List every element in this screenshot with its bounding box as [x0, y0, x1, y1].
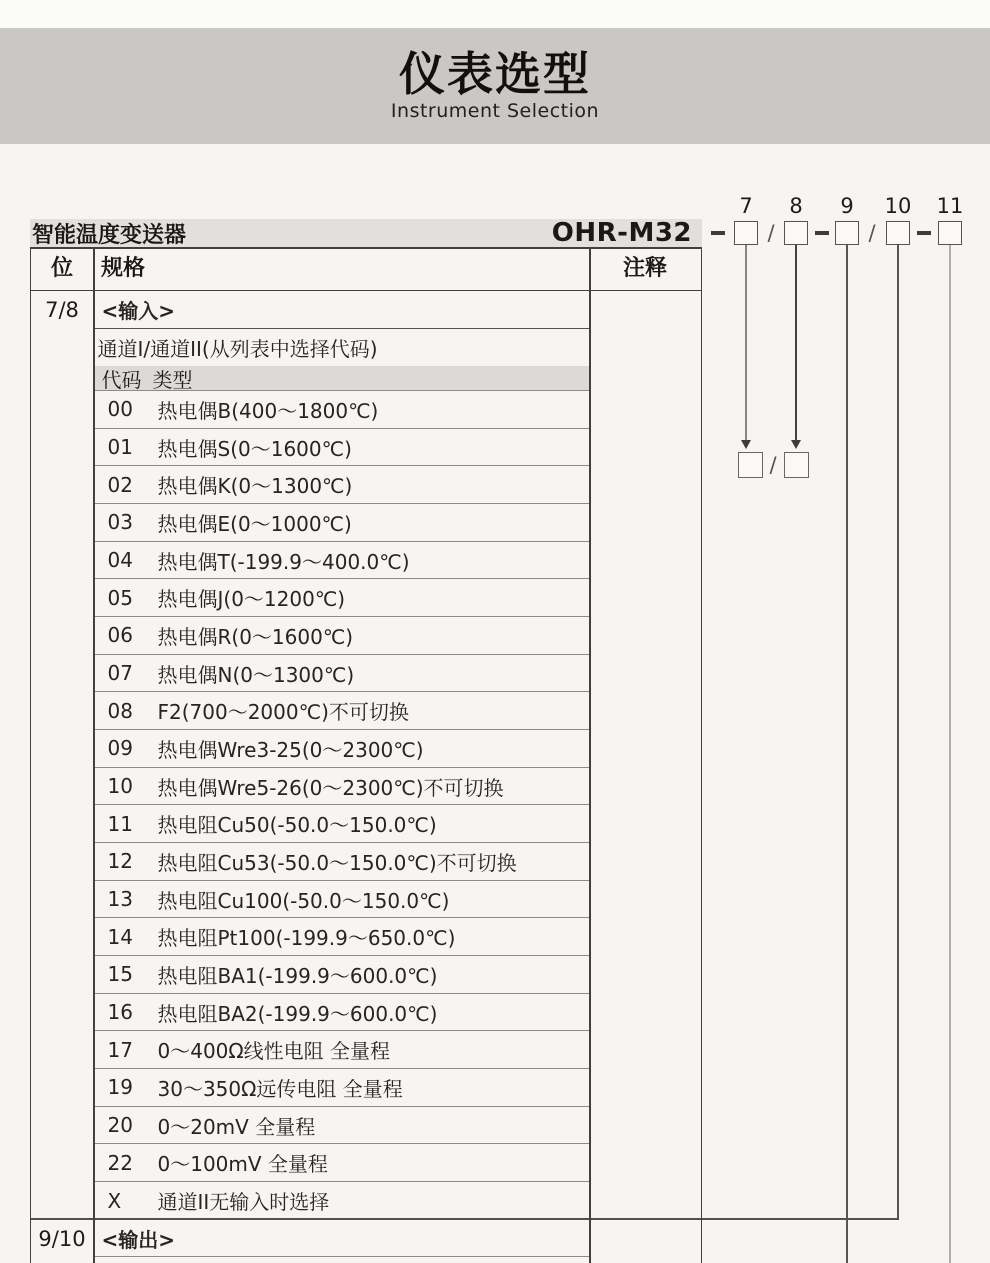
code-row — [95, 843, 590, 881]
code-row — [95, 504, 590, 542]
type-label: 类型 — [152, 367, 193, 392]
code-type: 热电阻Cu100(-50.0～150.0℃) — [157, 888, 450, 913]
code-row — [95, 1107, 590, 1145]
code-row — [95, 730, 590, 768]
code-value: X — [107, 1188, 122, 1213]
arrow-down-icon — [741, 440, 751, 449]
code-box-8 — [784, 221, 808, 245]
slash-separator: / — [767, 221, 775, 245]
code-value: 00 — [107, 397, 133, 422]
dash-separator — [815, 231, 829, 235]
code-value: 15 — [107, 962, 133, 987]
product-model: OHR-M32 — [551, 218, 692, 248]
code-value: 07 — [107, 661, 133, 686]
code-box-11 — [938, 221, 962, 245]
header-spec: 规格 — [101, 256, 146, 281]
code-value: 16 — [107, 1000, 133, 1025]
code-value: 19 — [107, 1075, 133, 1100]
connector-line-10 — [897, 245, 899, 1219]
code-type: F2(700～2000℃)不可切换 — [157, 700, 409, 725]
table-header-row — [31, 249, 701, 291]
code-value: 05 — [107, 585, 133, 610]
column-divider-note — [589, 249, 591, 1263]
section-input-title: <输入> — [95, 291, 590, 329]
code-row — [95, 768, 590, 806]
connector-line-7 — [745, 245, 747, 440]
code-row — [95, 579, 590, 617]
product-name: 智能温度变送器 — [32, 222, 187, 248]
code-row — [95, 956, 590, 994]
top-strip — [0, 0, 990, 28]
code-row — [95, 655, 590, 693]
header-position: 位 — [50, 256, 73, 281]
code-value: 09 — [107, 736, 133, 761]
code-type: 热电偶N(0～1300℃) — [157, 662, 355, 687]
position-label-910: 9/10 — [38, 1226, 86, 1251]
code-type: 热电偶J(0～1200℃) — [157, 587, 346, 612]
code-type: 0～400Ω线性电阻 全量程 — [157, 1039, 391, 1064]
position-number-11: 11 — [936, 194, 964, 218]
code-row — [95, 1182, 590, 1220]
code-value: 01 — [107, 435, 133, 459]
code-row — [95, 429, 590, 467]
code-type: 热电偶R(0～1600℃) — [157, 624, 354, 649]
position-number-9: 9 — [840, 194, 854, 218]
channel-code-box-1 — [738, 452, 763, 478]
position-number-8: 8 — [789, 194, 803, 218]
connector-line-8 — [795, 245, 797, 440]
code-value: 06 — [107, 623, 133, 648]
code-type: 0～100mV 全量程 — [157, 1152, 328, 1177]
code-value: 20 — [107, 1113, 133, 1138]
code-value: 04 — [107, 548, 133, 573]
code-label: 代码 — [101, 367, 142, 392]
code-type: 热电阻BA2(-199.9～600.0℃) — [157, 1001, 438, 1026]
section-input-subtitle: 通道I/通道II(从列表中选择代码) — [97, 337, 378, 361]
code-row — [95, 1069, 590, 1107]
code-value: 22 — [107, 1150, 133, 1175]
code-value: 17 — [107, 1037, 133, 1062]
connector-line-9 — [846, 245, 848, 1263]
code-row — [95, 542, 590, 580]
dash-separator — [917, 231, 931, 235]
code-value: 08 — [107, 698, 133, 723]
code-type: 热电偶Wre5-26(0～2300℃)不可切换 — [157, 775, 504, 800]
code-value: 14 — [107, 924, 133, 949]
code-row — [95, 466, 590, 504]
code-type: 热电偶E(0～1000℃) — [157, 511, 352, 536]
code-type: 热电阻Cu53(-50.0～150.0℃)不可切换 — [157, 850, 517, 875]
position-number-7: 7 — [739, 194, 753, 218]
page-title: 仪表选型 — [399, 46, 591, 101]
code-value: 13 — [107, 887, 133, 912]
code-value: 03 — [107, 510, 133, 535]
code-row — [95, 391, 590, 429]
code-row — [95, 692, 590, 730]
header-note: 注释 — [622, 256, 667, 281]
page-banner — [0, 28, 990, 144]
code-type: 热电阻Pt100(-199.9～650.0℃) — [157, 926, 456, 951]
code-box-9 — [835, 221, 859, 245]
position-label-78: 7/8 — [45, 298, 79, 322]
code-value: 10 — [107, 774, 133, 799]
product-band — [30, 219, 702, 247]
slash-separator: / — [868, 221, 876, 245]
code-box-10 — [886, 221, 910, 245]
position-number-10: 10 — [884, 194, 912, 218]
page-subtitle: Instrument Selection — [390, 100, 600, 123]
code-value: 11 — [107, 811, 133, 836]
code-list — [95, 391, 590, 1220]
code-type: 热电阻BA1(-199.9～600.0℃) — [157, 963, 438, 988]
code-type: 热电偶T(-199.9～400.0℃) — [157, 549, 410, 574]
code-type: 通道II无输入时选择 — [157, 1190, 330, 1215]
code-row — [95, 1031, 590, 1069]
code-type: 热电偶B(400～1800℃) — [157, 398, 379, 423]
code-type: 热电偶K(0～1300℃) — [157, 474, 353, 499]
code-list-header — [95, 366, 590, 391]
code-type: 热电阻Cu50(-50.0～150.0℃) — [157, 813, 437, 838]
selection-table — [30, 247, 702, 1263]
channel-code-box-2 — [784, 452, 809, 478]
code-row — [95, 881, 590, 919]
code-value: 12 — [107, 849, 133, 874]
code-value: 02 — [107, 472, 133, 497]
code-row — [95, 805, 590, 843]
connector-line-11 — [949, 245, 951, 1263]
code-row — [95, 918, 590, 956]
arrow-down-icon — [791, 440, 801, 449]
channel-slash-separator: / — [769, 453, 777, 477]
section-output-title: <输出> — [95, 1221, 590, 1258]
dash-separator — [711, 231, 725, 235]
code-box-7 — [734, 221, 758, 245]
code-row — [95, 1144, 590, 1182]
code-type: 30～350Ω远传电阻 全量程 — [157, 1076, 403, 1101]
code-type: 0～20mV 全量程 — [157, 1114, 316, 1139]
code-type: 热电偶Wre3-25(0～2300℃) — [157, 737, 424, 762]
code-row — [95, 994, 590, 1032]
code-row — [95, 617, 590, 655]
code-type: 热电偶S(0～1600℃) — [157, 436, 352, 461]
